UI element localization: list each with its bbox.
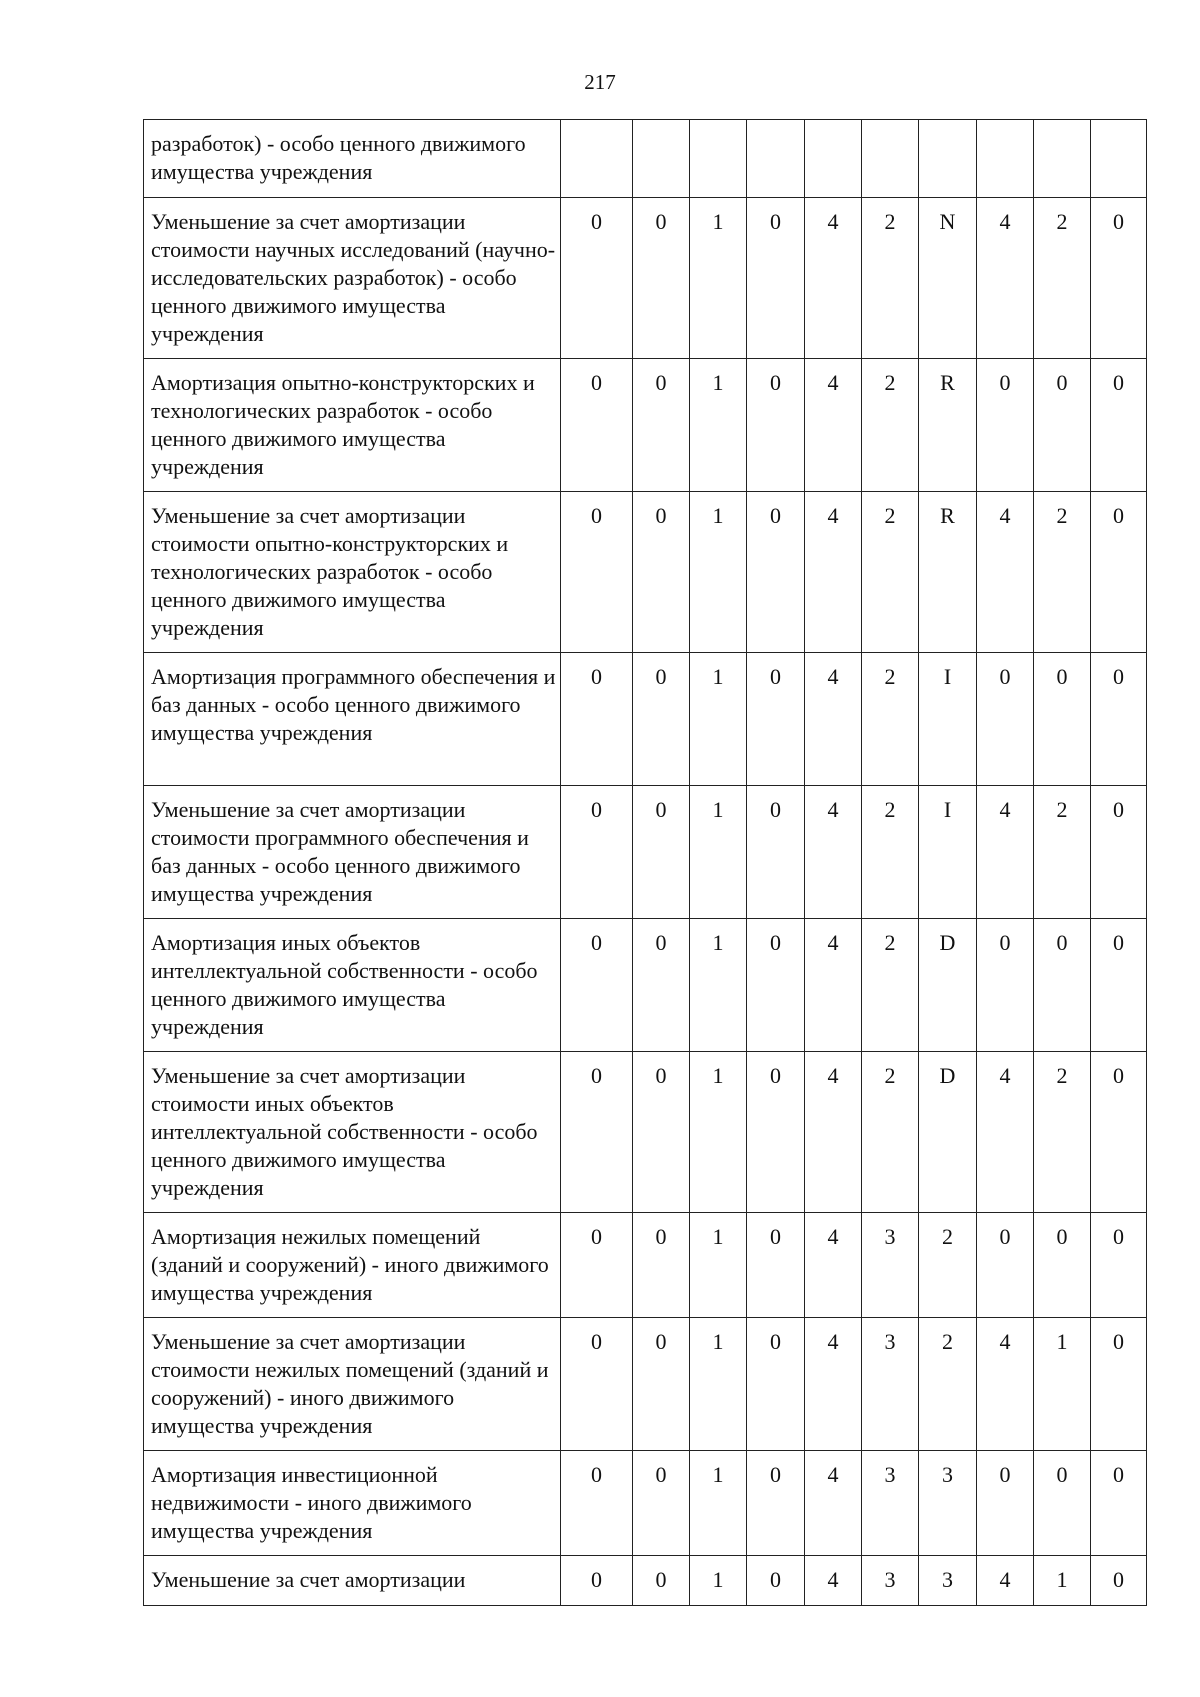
code-digit-cell: 0	[1091, 786, 1147, 919]
code-digit-cell: 0	[561, 492, 633, 653]
code-digit-cell	[919, 120, 977, 198]
row-description: Уменьшение за счет амортизации стоимости программного обеспечения и баз данных - особо ценного движимого имущества учреждения	[144, 786, 561, 919]
code-digit-cell: 0	[747, 786, 805, 919]
code-digit-cell: 0	[561, 653, 633, 786]
table-row	[144, 1318, 1147, 1451]
code-digit-cell	[1034, 120, 1091, 198]
code-digit-cell: 4	[977, 786, 1034, 919]
code-digit-cell: 2	[862, 919, 919, 1052]
code-digit-cell: 0	[1034, 919, 1091, 1052]
code-digit-cell: 3	[919, 1556, 977, 1606]
code-digit-cell: 0	[1034, 359, 1091, 492]
code-digit-cell: 3	[862, 1213, 919, 1318]
code-digit-cell: 0	[747, 1451, 805, 1556]
code-digit-cell: 4	[977, 1318, 1034, 1451]
code-digit-cell: 2	[919, 1318, 977, 1451]
code-digit-cell	[690, 120, 747, 198]
code-digit-cell	[633, 120, 690, 198]
code-digit-cell: 2	[862, 359, 919, 492]
code-digit-cell	[747, 120, 805, 198]
row-description: Уменьшение за счет амортизации стоимости иных объектов интеллектуальной собственности - особо ценного движимого имущества учреждения	[144, 1052, 561, 1213]
code-digit-cell: 0	[747, 919, 805, 1052]
code-digit-cell: 2	[919, 1213, 977, 1318]
code-digit-cell: 0	[747, 1556, 805, 1606]
code-digit-cell: 4	[805, 359, 862, 492]
code-digit-cell: 1	[690, 1451, 747, 1556]
code-digit-cell: 0	[561, 1318, 633, 1451]
row-description: Уменьшение за счет амортизации стоимости нежилых помещений (зданий и сооружений) - иного движимого имущества учреждения	[144, 1318, 561, 1451]
code-digit-cell: 3	[862, 1556, 919, 1606]
code-digit-cell: 0	[1091, 198, 1147, 359]
code-digit-cell: 4	[977, 1556, 1034, 1606]
code-digit-cell: 1	[690, 1213, 747, 1318]
row-description: Амортизация программного обеспечения и баз данных - особо ценного движимого имущества учреждения	[144, 653, 561, 786]
code-digit-cell: 0	[1091, 919, 1147, 1052]
code-digit-cell: 0	[747, 492, 805, 653]
code-digit-cell	[1091, 120, 1147, 198]
code-digit-cell: I	[919, 653, 977, 786]
code-digit-cell: 0	[747, 1052, 805, 1213]
code-digit-cell: 4	[805, 492, 862, 653]
code-digit-cell: 0	[561, 198, 633, 359]
code-digit-cell: N	[919, 198, 977, 359]
code-digit-cell: 1	[690, 198, 747, 359]
code-digit-cell: 0	[1034, 1451, 1091, 1556]
row-description: Амортизация опытно-конструкторских и технологических разработок - особо ценного движимого имущества учреждения	[144, 359, 561, 492]
code-digit-cell: 0	[1034, 1213, 1091, 1318]
code-digit-cell: 4	[977, 1052, 1034, 1213]
code-digit-cell: 4	[805, 1213, 862, 1318]
code-digit-cell: 0	[1034, 653, 1091, 786]
code-digit-cell: R	[919, 359, 977, 492]
code-digit-cell: D	[919, 1052, 977, 1213]
code-digit-cell: 0	[1091, 492, 1147, 653]
code-digit-cell: 1	[690, 1052, 747, 1213]
code-digit-cell: 0	[1091, 1052, 1147, 1213]
code-digit-cell: R	[919, 492, 977, 653]
code-digit-cell: 0	[561, 1556, 633, 1606]
code-digit-cell: 4	[805, 919, 862, 1052]
code-digit-cell: 0	[633, 359, 690, 492]
code-digit-cell: 4	[805, 1451, 862, 1556]
code-digit-cell: 0	[633, 198, 690, 359]
code-digit-cell: 1	[690, 653, 747, 786]
row-description: Уменьшение за счет амортизации стоимости опытно-конструкторских и технологических разработок - особо ценного движимого имущества учреждения	[144, 492, 561, 653]
code-digit-cell: 2	[862, 786, 919, 919]
code-digit-cell: 4	[805, 1318, 862, 1451]
code-digit-cell: 0	[747, 1213, 805, 1318]
code-digit-cell: 0	[633, 1556, 690, 1606]
code-digit-cell: 1	[690, 492, 747, 653]
code-digit-cell: 0	[633, 786, 690, 919]
code-digit-cell: 2	[862, 653, 919, 786]
account-codes-table	[143, 119, 1147, 1606]
code-digit-cell: 2	[1034, 1052, 1091, 1213]
table-row	[144, 1052, 1147, 1213]
code-digit-cell: 2	[1034, 198, 1091, 359]
code-digit-cell: 3	[919, 1451, 977, 1556]
code-digit-cell: 4	[805, 653, 862, 786]
code-digit-cell: 0	[561, 1052, 633, 1213]
code-digit-cell: I	[919, 786, 977, 919]
code-digit-cell: 3	[862, 1451, 919, 1556]
table-row	[144, 1451, 1147, 1556]
table-row	[144, 120, 1147, 198]
code-digit-cell	[977, 120, 1034, 198]
code-digit-cell: 0	[977, 1213, 1034, 1318]
code-digit-cell: 1	[690, 786, 747, 919]
table-row	[144, 653, 1147, 786]
code-digit-cell: 4	[805, 786, 862, 919]
code-digit-cell: 4	[977, 492, 1034, 653]
code-digit-cell: 0	[1091, 1318, 1147, 1451]
code-digit-cell: 0	[977, 359, 1034, 492]
code-digit-cell: 0	[561, 786, 633, 919]
code-digit-cell: 0	[561, 919, 633, 1052]
code-digit-cell: 1	[1034, 1318, 1091, 1451]
table-row	[144, 919, 1147, 1052]
code-digit-cell: 1	[690, 1556, 747, 1606]
code-digit-cell: 0	[561, 1451, 633, 1556]
code-digit-cell: 0	[747, 198, 805, 359]
code-digit-cell: 1	[690, 359, 747, 492]
code-digit-cell	[862, 120, 919, 198]
code-digit-cell: 0	[1091, 1556, 1147, 1606]
code-digit-cell: 2	[1034, 786, 1091, 919]
code-digit-cell: 0	[633, 1451, 690, 1556]
row-description: Уменьшение за счет амортизации	[144, 1556, 561, 1606]
row-description: разработок) - особо ценного движимого имущества учреждения	[144, 120, 561, 198]
code-digit-cell: 0	[633, 653, 690, 786]
code-digit-cell: 0	[977, 653, 1034, 786]
code-digit-cell: 0	[561, 359, 633, 492]
row-description: Амортизация инвестиционной недвижимости - иного движимого имущества учреждения	[144, 1451, 561, 1556]
code-digit-cell: 1	[690, 1318, 747, 1451]
code-digit-cell	[561, 120, 633, 198]
row-description: Уменьшение за счет амортизации стоимости научных исследований (научно-исследовательских разработок) - особо ценного движимого имущества учреждения	[144, 198, 561, 359]
code-digit-cell: D	[919, 919, 977, 1052]
code-digit-cell: 2	[862, 198, 919, 359]
table-row	[144, 198, 1147, 359]
code-digit-cell: 1	[1034, 1556, 1091, 1606]
row-description: Амортизация иных объектов интеллектуальной собственности - особо ценного движимого имущества учреждения	[144, 919, 561, 1052]
code-digit-cell: 0	[633, 492, 690, 653]
code-digit-cell: 0	[561, 1213, 633, 1318]
code-digit-cell	[805, 120, 862, 198]
code-digit-cell: 2	[862, 492, 919, 653]
code-digit-cell: 0	[1091, 1451, 1147, 1556]
code-digit-cell: 0	[1091, 359, 1147, 492]
code-digit-cell: 4	[805, 198, 862, 359]
table-row	[144, 359, 1147, 492]
table-row	[144, 1556, 1147, 1606]
code-digit-cell: 0	[633, 1052, 690, 1213]
code-digit-cell: 0	[633, 1318, 690, 1451]
code-digit-cell: 0	[633, 919, 690, 1052]
table-row	[144, 786, 1147, 919]
code-digit-cell: 0	[977, 1451, 1034, 1556]
code-digit-cell: 3	[862, 1318, 919, 1451]
table-row	[144, 1213, 1147, 1318]
code-digit-cell: 1	[690, 919, 747, 1052]
code-digit-cell: 0	[977, 919, 1034, 1052]
code-digit-cell: 2	[1034, 492, 1091, 653]
code-digit-cell: 0	[747, 1318, 805, 1451]
code-digit-cell: 0	[747, 653, 805, 786]
code-digit-cell: 0	[747, 359, 805, 492]
code-digit-cell: 2	[862, 1052, 919, 1213]
code-digit-cell: 0	[633, 1213, 690, 1318]
code-digit-cell: 0	[1091, 1213, 1147, 1318]
code-digit-cell: 4	[805, 1052, 862, 1213]
code-digit-cell: 4	[805, 1556, 862, 1606]
page-number: 217	[584, 70, 616, 94]
table-body	[144, 120, 1147, 1606]
code-digit-cell: 4	[977, 198, 1034, 359]
code-digit-cell: 0	[1091, 653, 1147, 786]
table-row	[144, 492, 1147, 653]
row-description: Амортизация нежилых помещений (зданий и сооружений) - иного движимого имущества учреждения	[144, 1213, 561, 1318]
